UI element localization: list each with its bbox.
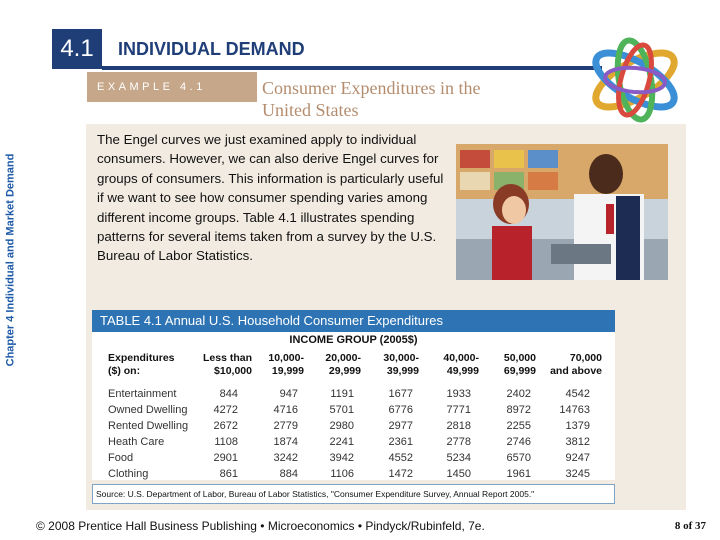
table-cell: 2402 <box>506 388 531 400</box>
table-cell: 1472 <box>388 468 413 480</box>
table-cell: 947 <box>279 388 298 400</box>
section-number: 4.1 <box>52 29 102 69</box>
table-cell: Food <box>108 452 134 464</box>
table-cell: 8972 <box>506 404 531 416</box>
header-cell: 20,000- 29,999 <box>325 352 361 377</box>
table-cell: 1933 <box>446 388 471 400</box>
rings-logo-icon <box>580 30 690 130</box>
table-row <box>0 402 720 418</box>
table-cell: 5701 <box>329 404 354 416</box>
table-row <box>0 418 720 434</box>
table-cell: 3942 <box>329 452 354 464</box>
table-cell: 2672 <box>213 420 238 432</box>
table-cell: 2361 <box>388 436 413 448</box>
example-label: EXAMPLE 4.1 <box>87 72 257 102</box>
table-cell: 2977 <box>388 420 413 432</box>
section-title: INDIVIDUAL DEMAND <box>118 39 305 59</box>
table-title: TABLE 4.1 Annual U.S. Household Consumer Expenditures <box>92 310 615 332</box>
table-cell: 2901 <box>213 452 238 464</box>
header-rule <box>102 66 602 70</box>
header-cell: 70,000 and above <box>550 352 602 377</box>
chapter-label-text: Chapter 4 Individual and Market Demand <box>4 153 16 367</box>
table-cell: 9247 <box>565 452 590 464</box>
table-header-row <box>0 352 720 382</box>
table-cell: 7771 <box>446 404 471 416</box>
table-cell: 4542 <box>565 388 590 400</box>
table-cell: 14763 <box>559 404 590 416</box>
example-title: Consumer Expenditures in the United States <box>262 78 481 120</box>
header-cell: 40,000- 49,999 <box>443 352 479 377</box>
table-row <box>0 386 720 402</box>
table-cell: 4272 <box>213 404 238 416</box>
income-group-label: INCOME GROUP (2005$) <box>289 334 418 346</box>
table-cell: 1961 <box>506 468 531 480</box>
footer-copyright: © 2008 Prentice Hall Business Publishing • Microeconomics • Pindyck/Rubinfeld, 7e. <box>36 519 485 533</box>
table-cell: 2980 <box>329 420 354 432</box>
table-row <box>0 466 720 482</box>
table-cell: Owned Dwelling <box>108 404 188 416</box>
table-cell: 1106 <box>330 468 354 480</box>
table-row <box>0 450 720 466</box>
header-cell: 50,000 69,999 <box>503 352 536 377</box>
table-cell: 2818 <box>446 420 471 432</box>
table-cell: 5234 <box>446 452 471 464</box>
table-cell: 1108 <box>214 436 238 448</box>
table-cell: 2746 <box>506 436 531 448</box>
table-cell: Clothing <box>108 468 149 480</box>
table-cell: 1191 <box>330 388 354 400</box>
body-paragraph: The Engel curves we just examined apply to individual consumers. However, we can also derive Engel curves for groups of consumers. This information is particularly useful if we want to see how consumer spending varies among different income groups. Table 4.1 illustrates spending patterns for several items taken from a survey by the U.S. Bureau of Labor Statistics. <box>97 132 444 264</box>
table-cell: 4716 <box>273 404 298 416</box>
table-cell: 3245 <box>565 468 590 480</box>
table-cell: 844 <box>219 388 238 400</box>
table-cell: 2241 <box>329 436 354 448</box>
header-cell: 10,000- 19,999 <box>268 352 304 377</box>
table-cell: 6776 <box>388 404 413 416</box>
header-cell: Expenditures ($) on: <box>108 352 175 377</box>
page-number: 8 of 37 <box>674 520 706 532</box>
table-cell: 1379 <box>565 420 590 432</box>
header-cell: Less than $10,000 <box>202 352 252 377</box>
table-cell: 4552 <box>388 452 413 464</box>
table-cell: Rented Dwelling <box>108 420 189 432</box>
cashier-photo <box>456 144 668 280</box>
table-cell: 861 <box>219 468 238 480</box>
table-cell: 1874 <box>273 436 298 448</box>
table-cell: Heath Care <box>108 436 165 448</box>
table-source-note: Source: U.S. Department of Labor, Bureau of Labor Statistics, "Consumer Expenditure Survey, Annual Report 2005." <box>92 484 615 504</box>
table-cell: 1677 <box>388 388 413 400</box>
table-cell: 6570 <box>506 452 531 464</box>
table-row <box>0 434 720 450</box>
table-cell: 1450 <box>446 468 471 480</box>
table-cell: 3812 <box>565 436 590 448</box>
table-cell: Entertainment <box>108 388 177 400</box>
table-cell: 2778 <box>446 436 471 448</box>
table-cell: 3242 <box>273 452 298 464</box>
table-cell: 2779 <box>273 420 298 432</box>
header-cell: 30,000- 39,999 <box>383 352 419 377</box>
table-cell: 884 <box>279 468 298 480</box>
table-cell: 2255 <box>506 420 531 432</box>
